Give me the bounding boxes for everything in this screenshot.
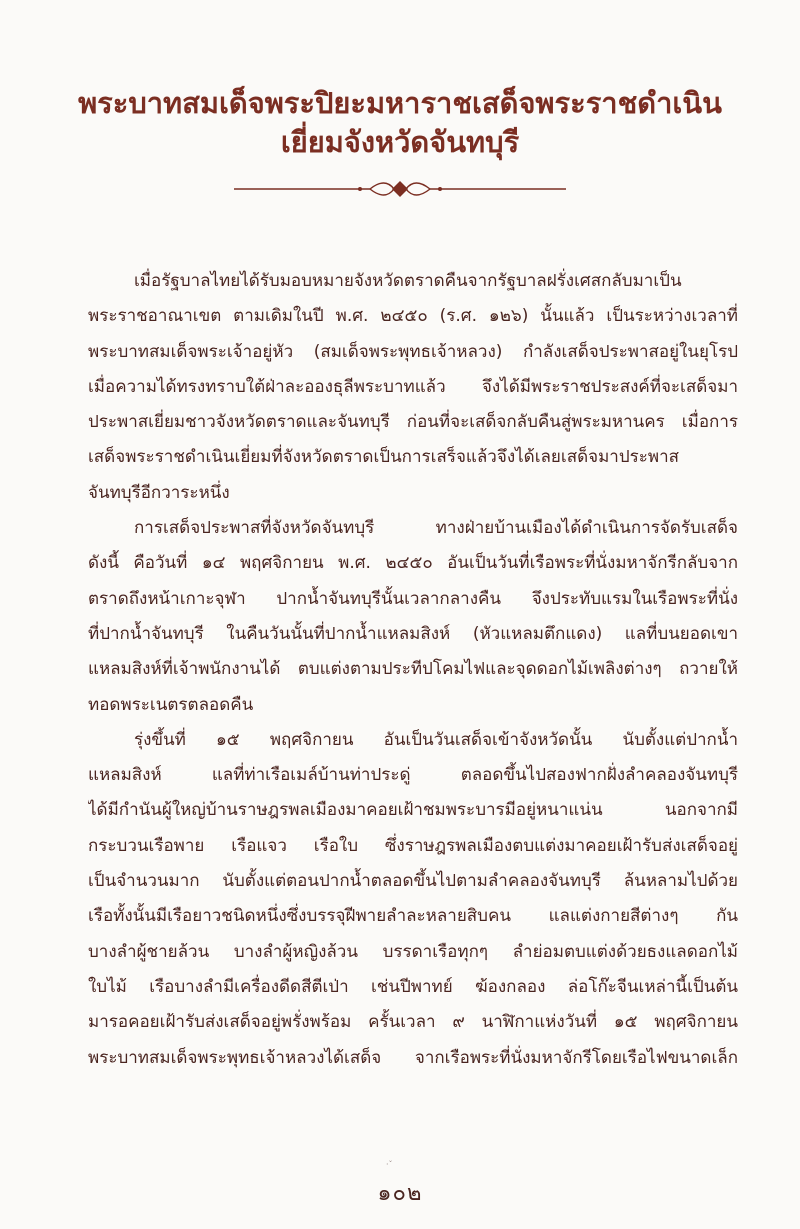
body-line: การเสด็จประพาสที่จังหวัดจันทบุรี ทางฝ่ายบ้านเมืองได้ดำเนินการจัดรับเสด็จ — [134, 518, 738, 539]
body-line: ทอดพระเนตรตลอดคืน — [88, 694, 254, 715]
body-line: ดังนี้ คือวันที่ ๑๔ พฤศจิกายน พ.ศ. ๒๔๕๐ อันเป็นวันที่เรือพระที่นั่งมหาจักรีกลับจาก — [88, 553, 738, 574]
body-text — [88, 264, 738, 1076]
title-line-2: เยี่ยมจังหวัดจันทบุรี — [280, 125, 520, 159]
body-line: รุ่งขึ้นที่ ๑๕ พฤศจิกายน อันเป็นวันเสด็จเข้าจังหวัดนั้น นับตั้งแต่ปากน้ำ — [134, 729, 738, 750]
body-line: ที่ปากน้ำจันทบุรี ในคืนวันนั้นที่ปากน้ำแหลมสิงห์ (หัวแหลมตึกแดง) แลที่บนยอดเขา — [88, 623, 738, 644]
body-line: บางลำผู้ชายล้วน บางลำผู้หญิงล้วน บรรดาเรือทุกๆ ลำย่อมตบแต่งด้วยธงแลดอกไม้ — [88, 941, 738, 962]
body-line: จันทบุรีอีกวาระหนึ่ง — [88, 482, 230, 503]
smudge-mark: ·ˇ — [386, 1160, 393, 1169]
body-line: ได้มีกำนันผู้ใหญ่บ้านราษฎรพลเมืองมาคอยเฝ้าชมพระบารมีอยู่หนาแน่น นอกจากมี — [88, 800, 738, 821]
body-line: เสด็จพระราชดำเนินเยี่ยมที่จังหวัดตราดเป็นการเสร็จแล้วจึงได้เลยเสด็จมาประพาส — [88, 447, 680, 468]
body-line: พระบาทสมเด็จพระเจ้าอยู่หัว (สมเด็จพระพุทธเจ้าหลวง) กำลังเสด็จประพาสอยู่ในยุโรป — [88, 341, 738, 362]
body-line: มารอคอยเฝ้ารับส่งเสด็จอยู่พรั่งพร้อม ครั้นเวลา ๙ นาฬิกาแห่งวันที่ ๑๕ พฤศจิกายน — [88, 1012, 738, 1033]
body-line: แหลมสิงห์ แลที่ท่าเรือเมล์บ้านท่าประดู่ ตลอดขึ้นไปสองฟากฝั่งลำคลองจันทบุรี — [88, 765, 738, 786]
body-line: พระบาทสมเด็จพระพุทธเจ้าหลวงได้เสด็จ จากเรือพระที่นั่งมหาจักรีโดยเรือไฟขนาดเล็ก — [88, 1047, 738, 1068]
body-line: ประพาสเยี่ยมชาวจังหวัดตราดและจันทบุรี ก่อนที่จะเสด็จกลับคืนสู่พระมหานคร เมื่อการ — [88, 412, 738, 433]
body-line: พระราชอาณาเขต ตามเดิมในปี พ.ศ. ๒๔๕๐ (ร.ศ. ๑๒๖) นั้นแล้ว เป็นระหว่างเวลาที่ — [88, 306, 738, 327]
body-line: กระบวนเรือพาย เรือแจว เรือใบ ซึ่งราษฎรพลเมืองตบแต่งมาคอยเฝ้ารับส่งเสด็จอยู่ — [88, 835, 738, 856]
body-line: เมื่อความได้ทรงทราบใต้ฝ่าละอองธุลีพระบาทแล้ว จึงได้มีพระราชประสงค์ที่จะเสด็จมา — [88, 376, 738, 397]
body-line: แหลมสิงห์ที่เจ้าพนักงานได้ ตบแต่งตามประทีปโคมไฟและจุดดอกไม้เพลิงต่างๆ ถวายให้ — [88, 659, 738, 680]
decorative-divider-icon — [230, 177, 570, 201]
body-line: ตราดถึงหน้าเกาะจุฬา ปากน้ำจันทบุรีนั้นเวลากลางคืน จึงประทับแรมในเรือพระที่นั่ง — [88, 588, 738, 609]
page-number: ๑๐๒ — [377, 1181, 423, 1206]
title-line-1: พระบาทสมเด็จพระปิยะมหาราชเสด็จพระราชดำเนิน — [78, 86, 722, 120]
body-line: เรือทั้งนั้นมีเรือยาวชนิดหนึ่งซึ่งบรรจุฝีพายลำละหลายสิบคน แลแต่งกายสีต่างๆ กัน — [88, 906, 738, 927]
body-line: เมื่อรัฐบาลไทยได้รับมอบหมายจังหวัดตราดคืนจากรัฐบาลฝรั่งเศสกลับมาเป็น — [134, 271, 682, 291]
body-line: เป็นจำนวนมาก นับตั้งแต่ตอนปากน้ำตลอดขึ้นไปตามลำคลองจันทบุรี ล้นหลามไปด้วย — [88, 871, 738, 892]
page-title — [60, 84, 740, 162]
body-line: ใบไม้ เรือบางลำมีเครื่องดีดสีตีเป่า เช่นปีพาทย์ ฆ้องกลอง ล่อโก๊ะจีนเหล่านี้เป็นต้น — [88, 976, 738, 997]
